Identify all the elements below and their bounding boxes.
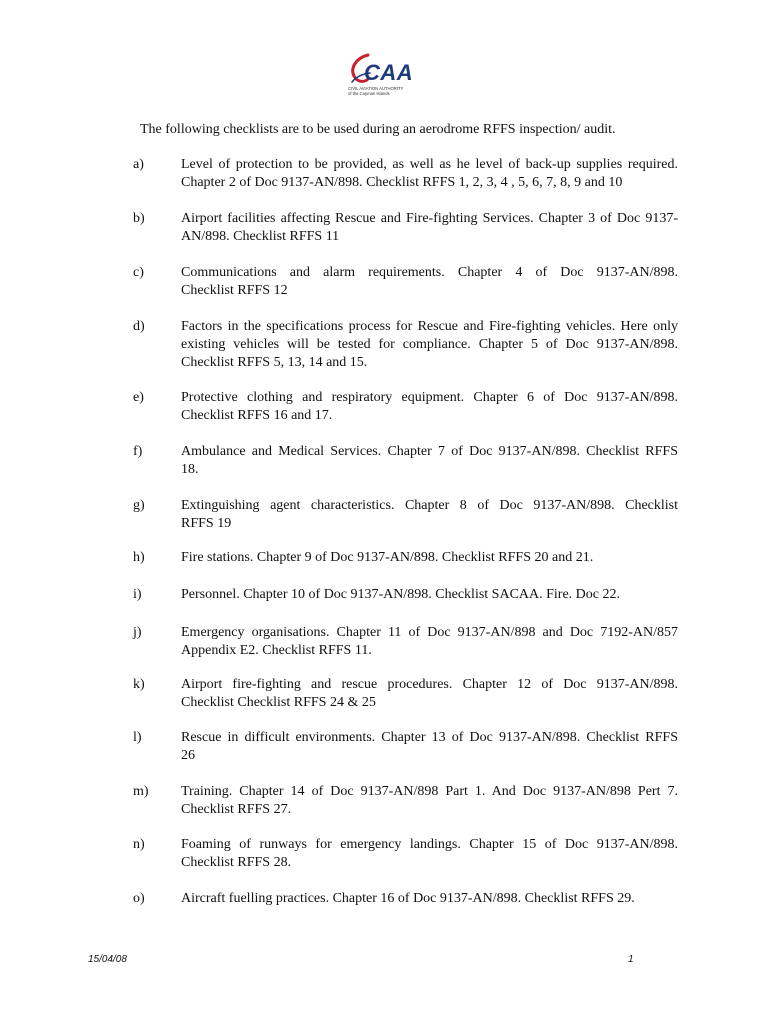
- item-text-line: Training. Chapter 14 of Doc 9137-AN/898 Part 1. And Doc 9137-AN/898 Pert 7.: [181, 784, 678, 799]
- item-letter: d): [133, 319, 145, 334]
- caa-logo: [346, 52, 426, 100]
- item-text-line: Chapter 2 of Doc 9137-AN/898. Checklist RFFS 1, 2, 3, 4 , 5, 6, 7, 8, 9 and 10: [181, 175, 623, 190]
- item-text-line: Ambulance and Medical Services. Chapter 7 of Doc 9137-AN/898. Checklist RFFS: [181, 444, 678, 459]
- item-letter: c): [133, 265, 144, 280]
- item-letter: e): [133, 390, 144, 405]
- item-text-line: Level of protection to be provided, as well as he level of back-up supplies required.: [181, 157, 678, 172]
- logo-subtitle-line2: of the Cayman Islands: [348, 91, 390, 96]
- item-text-line: AN/898. Checklist RFFS 11: [181, 229, 340, 244]
- item-letter: m): [133, 784, 149, 799]
- item-text-line: Checklist RFFS 12: [181, 283, 288, 298]
- item-text-line: Checklist RFFS 28.: [181, 855, 292, 870]
- item-text-line: 18.: [181, 462, 199, 477]
- item-text-line: Factors in the specifications process for Rescue and Fire-fighting vehicles. Here only: [181, 319, 678, 334]
- logo-text: CAA: [364, 60, 414, 85]
- item-text-line: existing vehicles will be tested for compliance. Chapter 5 of Doc 9137-AN/898.: [181, 337, 678, 352]
- item-text-line: Checklist RFFS 27.: [181, 802, 292, 817]
- item-text-line: Airport fire-fighting and rescue procedures. Chapter 12 of Doc 9137-AN/898.: [181, 677, 678, 692]
- item-text-line: Appendix E2. Checklist RFFS 11.: [181, 643, 372, 658]
- item-letter: f): [133, 444, 143, 459]
- item-letter: a): [133, 157, 144, 172]
- item-letter: h): [133, 550, 145, 565]
- item-letter: o): [133, 891, 145, 906]
- item-text-line: Checklist RFFS 16 and 17.: [181, 408, 333, 423]
- item-letter: n): [133, 837, 145, 852]
- item-letter: k): [133, 677, 145, 692]
- item-text-line: Rescue in difficult environments. Chapter 13 of Doc 9137-AN/898. Checklist RFFS: [181, 730, 678, 745]
- item-text-line: Personnel. Chapter 10 of Doc 9137-AN/898. Checklist SACAA. Fire. Doc 22.: [181, 587, 621, 602]
- logo-subtitle-line1: CIVIL AVIATION AUTHORITY: [348, 86, 404, 91]
- item-text-line: Foaming of runways for emergency landings. Chapter 15 of Doc 9137-AN/898.: [181, 837, 678, 852]
- item-text-line: Protective clothing and respiratory equipment. Chapter 6 of Doc 9137-AN/898.: [181, 390, 678, 405]
- footer-date: 15/04/08: [88, 954, 127, 965]
- item-letter: i): [133, 587, 142, 602]
- item-letter: l): [133, 730, 142, 745]
- item-text-line: Communications and alarm requirements. Chapter 4 of Doc 9137-AN/898.: [181, 265, 678, 280]
- item-text-line: RFFS 19: [181, 516, 232, 531]
- item-text-line: Airport facilities affecting Rescue and Fire-fighting Services. Chapter 3 of Doc 9137-: [181, 211, 678, 226]
- logo-subtitle: [348, 86, 426, 96]
- item-letter: b): [133, 211, 145, 226]
- item-text-line: Checklist Checklist RFFS 24 & 25: [181, 695, 376, 710]
- item-text-line: Emergency organisations. Chapter 11 of Doc 9137-AN/898 and Doc 7192-AN/857: [181, 625, 678, 640]
- item-text-line: Checklist RFFS 5, 13, 14 and 15.: [181, 355, 368, 370]
- item-text-line: Fire stations. Chapter 9 of Doc 9137-AN/898. Checklist RFFS 20 and 21.: [181, 550, 594, 565]
- page-number: 1: [628, 954, 634, 965]
- item-text-line: Aircraft fuelling practices. Chapter 16 of Doc 9137-AN/898. Checklist RFFS 29.: [181, 891, 635, 906]
- item-letter: g): [133, 498, 145, 513]
- item-text-line: 26: [181, 748, 195, 763]
- intro-paragraph: The following checklists are to be used during an aerodrome RFFS inspection/ audit.: [140, 122, 616, 137]
- item-letter: j): [133, 625, 142, 640]
- item-text-line: Extinguishing agent characteristics. Chapter 8 of Doc 9137-AN/898. Checklist: [181, 498, 678, 513]
